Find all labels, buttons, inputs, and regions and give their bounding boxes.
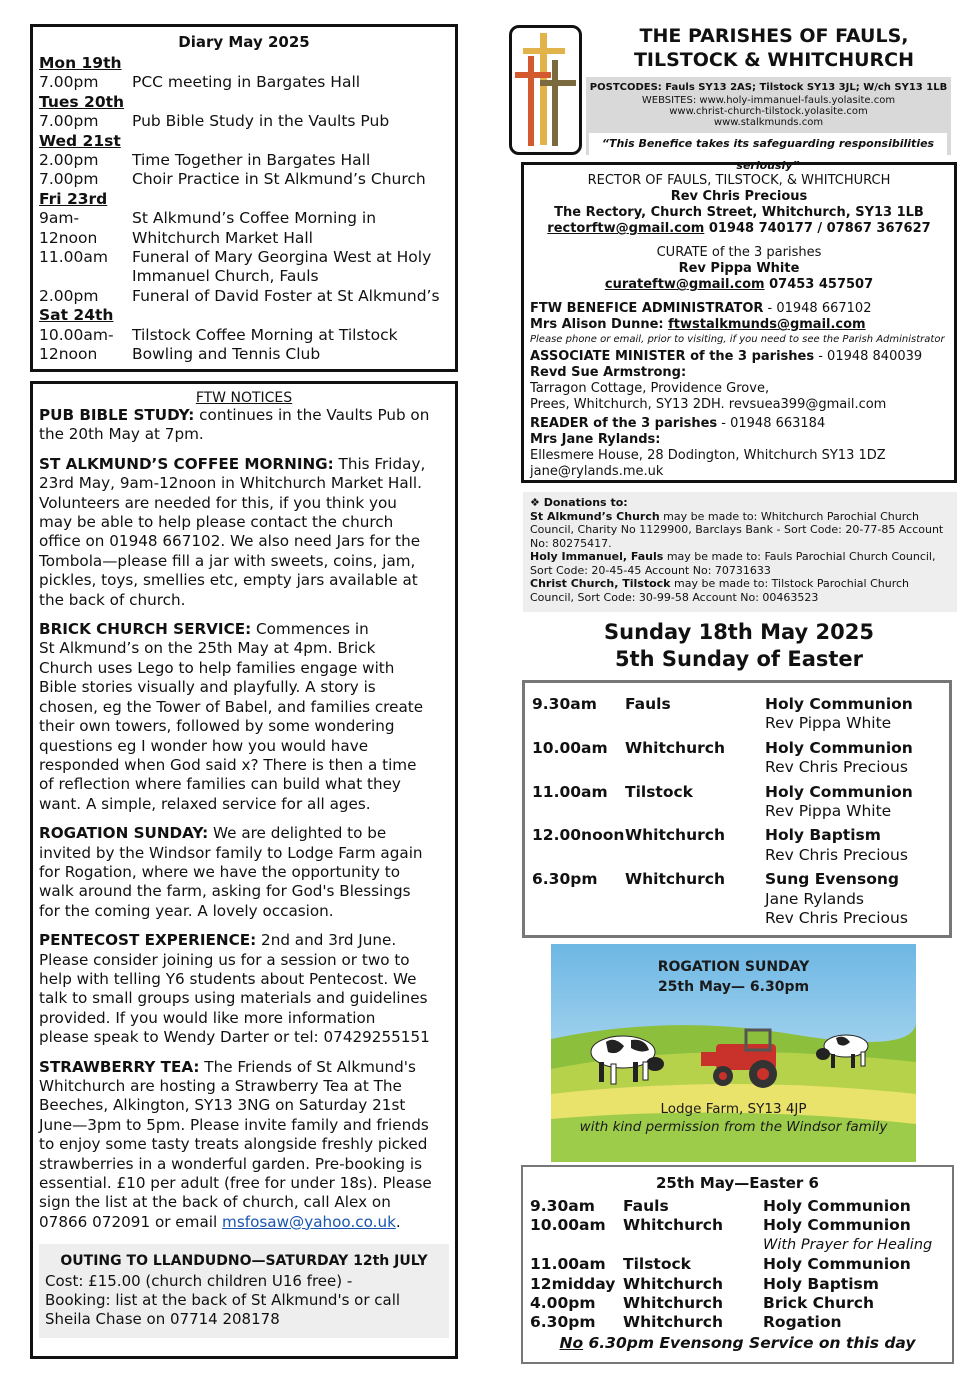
service-detail <box>765 870 942 928</box>
service-time: 4.00pm <box>530 1294 596 1313</box>
diary-box <box>30 24 458 372</box>
admin-note: Please phone or email, prior to visiting, if you need to see the Parish Administrator <box>530 334 945 345</box>
donation-church: Christ Church, Tilstock <box>530 577 671 590</box>
service-detail <box>765 826 942 865</box>
notice-line <box>39 882 449 901</box>
notice-text: 07866 072091 or email <box>39 1212 223 1231</box>
event-time: 12noon <box>39 345 98 364</box>
evensong-note-no: No <box>559 1333 584 1352</box>
notices-title: FTW NOTICES <box>195 390 293 406</box>
may25-row <box>530 1313 945 1332</box>
donation-church: St Alkmund’s Church <box>530 509 660 523</box>
service-place: Fauls <box>623 1197 669 1215</box>
clergy-contacts <box>521 162 957 483</box>
event-desc: Immanuel Church, Fauls <box>132 267 319 286</box>
notice-text: help with telling Y6 students about Pentecost. We <box>39 969 417 988</box>
notice-heading: PENTECOST EXPERIENCE: <box>39 931 257 950</box>
notice-text: We are delighted to be <box>208 824 387 843</box>
service-detail <box>765 783 942 822</box>
may25-row <box>530 1275 945 1294</box>
notice-item <box>39 406 449 445</box>
notice-text: to enjoy some tasty treats alongside freshly picked <box>39 1135 428 1154</box>
notice-line <box>39 902 449 921</box>
notice-text: of reflection where families can build what they <box>39 775 401 794</box>
notice-line <box>39 1009 449 1028</box>
notice-line <box>39 795 449 814</box>
rogation-permission: with kind permission from the Windsor family <box>579 1119 888 1135</box>
notice-text: pickles, toys, smellies etc, empty jars available at <box>39 571 418 590</box>
rogation-date: 25th May— 6.30pm <box>657 979 810 995</box>
may25-services <box>521 1165 954 1364</box>
service-name: Holy Communion <box>765 738 913 757</box>
notice-line <box>39 659 449 678</box>
outing-line: Cost: £15.00 (church children U16 free) - <box>45 1271 353 1290</box>
notice-text: June—3pm to 5pm. Please invite family and friends <box>39 1115 429 1134</box>
notice-line <box>39 1193 449 1212</box>
rogation-title: ROGATION SUNDAY <box>657 959 810 975</box>
notice-text: This Friday, <box>333 454 426 473</box>
service-place: Tilstock <box>625 782 693 801</box>
rector-name: Rev Chris Precious <box>670 189 808 204</box>
diary-event <box>39 209 449 228</box>
notice-heading: STRAWBERRY TEA: <box>39 1057 200 1076</box>
crosses-icon <box>512 28 579 152</box>
service-place: Whitchurch <box>623 1274 723 1293</box>
notice-line <box>39 591 449 610</box>
diary-event <box>39 345 449 364</box>
title-line-1: THE PARISHES OF FAULS, <box>639 25 909 47</box>
service-place: Whitchurch <box>625 870 725 889</box>
service-name: Rogation <box>763 1313 842 1332</box>
event-desc: Funeral of David Foster at St Alkmund’s <box>132 286 440 305</box>
notice-line <box>39 571 449 590</box>
diary-title: Diary May 2025 <box>178 33 310 51</box>
event-time: 7.00pm <box>39 170 99 189</box>
curate-title: CURATE of the 3 parishes <box>656 245 822 260</box>
notice-text: St Alkmund’s on the 25th May at 4pm. Brick <box>39 639 376 658</box>
notice-line <box>39 513 449 532</box>
websites <box>586 95 951 128</box>
admin-phone: - 01948 667102 <box>763 301 872 316</box>
notice-text: office on 01948 667102. We also need Jars for the <box>39 532 421 551</box>
notice-text: 2nd and 3rd June. <box>256 931 397 950</box>
assoc-title: ASSOCIATE MINISTER of the 3 parishes <box>530 349 815 364</box>
notice-line <box>39 1174 449 1193</box>
website-1[interactable]: WEBSITES: www.holy-immanuel-fauls.yolasite.com <box>641 95 896 106</box>
service-place: Whitchurch <box>625 738 725 757</box>
notice-line <box>39 1155 449 1174</box>
notice-text: Volunteers are needed for this, if you think you <box>39 493 397 512</box>
notice-line <box>39 737 449 756</box>
notice-line <box>39 678 449 697</box>
notice-line <box>39 1028 449 1047</box>
diary-day: Tues 20th <box>39 92 125 111</box>
service-name: Sung Evensong <box>765 870 899 889</box>
service-minister: Rev Pippa White <box>765 802 892 821</box>
notice-text: walk around the farm, asking for God's Blessings <box>39 882 411 901</box>
service-minister: Rev Chris Precious <box>765 845 908 864</box>
service-time: 9.30am <box>532 695 597 713</box>
service-name: Holy Communion <box>765 695 913 713</box>
service-minister: Jane Rylands <box>765 889 864 908</box>
curate-name: Rev Pippa White <box>678 261 800 276</box>
notice-text: the 20th May at 7pm. <box>39 425 204 444</box>
assoc-name: Revd Sue Armstrong: <box>530 365 687 380</box>
notice-line <box>39 455 449 474</box>
notice-list <box>39 406 449 1232</box>
diary-event <box>39 267 449 286</box>
assoc-address-1: Tarragon Cottage, Providence Grove, <box>530 381 770 396</box>
donation-text: may be made to: Fauls Parochial Church Council, Sort Code: 20-45-45 Account No: 70731633 <box>530 550 936 577</box>
notice-text: for Rogation, where we have the opportunity to <box>39 862 401 881</box>
service-time: 6.30pm <box>530 1313 596 1332</box>
service-name: Brick Church <box>763 1294 874 1313</box>
notice-text: strawberries in a wonderful garden. Pre-booking is <box>39 1154 423 1173</box>
sunday-services <box>522 680 952 938</box>
email-link[interactable]: msfosaw@yahoo.co.uk <box>222 1212 396 1231</box>
diary-event <box>39 287 449 306</box>
curate-email[interactable]: curateftw@gmail.com <box>604 277 765 292</box>
sunday-date: Sunday 18th May 2025 <box>604 620 874 644</box>
event-desc: Bowling and Tennis Club <box>132 345 321 364</box>
service-row <box>532 783 942 822</box>
notice-text: responded when God said x? There is then a time <box>39 755 417 774</box>
notice-text: . <box>395 1212 401 1231</box>
event-time: 7.00pm <box>39 112 99 131</box>
service-name: Holy Baptism <box>765 826 881 845</box>
notice-line <box>39 620 449 639</box>
assoc-phone: - 01948 840039 <box>814 349 923 364</box>
donations-panel <box>523 492 957 612</box>
notice-line <box>39 824 449 843</box>
notice-text: Whitchurch are hosting a Strawberry Tea at The <box>39 1077 402 1095</box>
service-place: Whitchurch <box>623 1313 723 1332</box>
reader-title: READER of the 3 parishes <box>530 416 718 431</box>
service-name: Holy Communion <box>763 1197 911 1215</box>
diary-day: Sat 24th <box>39 306 114 325</box>
website-3[interactable]: www.stalkmunds.com <box>713 117 824 128</box>
evensong-note <box>530 1333 945 1353</box>
service-time: 10.00am <box>532 738 608 757</box>
notice-text: Church uses Lego to help families engage with <box>39 658 395 677</box>
notice-item <box>39 620 449 814</box>
notice-heading: BRICK CHURCH SERVICE: <box>39 620 252 639</box>
donation-text: may be made to: Whitchurch Parochial Church Council, Charity No 1129900, Barclays Bank - Sort Code: 20-77-85 Account No: 80275417. <box>530 509 944 550</box>
donation-church: Holy Immanuel, Fauls <box>530 550 664 563</box>
sunday-name: 5th Sunday of Easter <box>614 647 864 671</box>
notice-line <box>39 775 449 794</box>
service-time: 10.00am <box>530 1216 606 1235</box>
website-2[interactable]: www.christ-church-tilstock.yolasite.com <box>669 106 868 117</box>
service-name: Holy Communion <box>763 1255 911 1274</box>
notice-line <box>39 1135 449 1154</box>
event-time: 10.00am- <box>39 325 114 344</box>
event-desc: Time Together in Bargates Hall <box>132 151 371 170</box>
notice-item <box>39 1058 449 1233</box>
diary-day: Mon 19th <box>39 54 122 72</box>
donation-item <box>530 577 950 604</box>
admin-title: FTW BENEFICE ADMINISTRATOR <box>530 301 764 316</box>
notice-text: talk to small groups using materials and guidelines <box>39 989 428 1008</box>
may25-title: 25th May—Easter 6 <box>655 1174 819 1192</box>
service-name: Holy Baptism <box>763 1274 879 1293</box>
diary-event <box>39 151 449 170</box>
notice-line <box>39 989 449 1008</box>
service-detail <box>765 695 942 734</box>
notice-text: essential. £10 per adult (free for under 18s). Please <box>39 1174 432 1193</box>
service-row <box>532 826 942 865</box>
service-row <box>532 739 942 778</box>
notice-item <box>39 824 449 921</box>
reader-name: Mrs Jane Rylands: <box>530 432 661 447</box>
service-time: 6.30pm <box>532 870 598 889</box>
service-time: 11.00am <box>532 782 608 801</box>
diary-event <box>39 326 449 345</box>
admin-name: Mrs Alison Dunne: <box>530 317 669 332</box>
service-row <box>532 870 942 928</box>
event-desc: Funeral of Mary Georgina West at Holy <box>132 248 432 267</box>
reader-address: Ellesmere House, 28 Dodington, Whitchurch SY13 1DZ <box>530 448 886 463</box>
diary-event <box>39 112 449 131</box>
curate-phone: 07453 457507 <box>764 277 874 292</box>
rector-email[interactable]: rectorftw@gmail.com <box>547 221 705 236</box>
service-place: Fauls <box>625 695 671 713</box>
notice-text: chosen, eg the Tower of Babel, and families create <box>39 697 424 716</box>
notice-text: invited by the Windsor family to Lodge Farm again <box>39 843 423 862</box>
event-desc: PCC meeting in Bargates Hall <box>132 73 361 92</box>
notice-text: questions eg I wonder how you would have <box>39 736 369 755</box>
notice-text: Bible stories visually and playfully. A story is <box>39 678 376 697</box>
notice-line <box>39 1213 449 1232</box>
notice-line <box>39 552 449 571</box>
rogation-heading <box>551 957 916 997</box>
title-line-2: TILSTOCK & WHITCHURCH <box>633 49 915 71</box>
healing-note: With Prayer for Healing <box>763 1236 933 1253</box>
service-place: Whitchurch <box>625 826 725 845</box>
service-place: Tilstock <box>623 1255 691 1274</box>
service-minister: Rev Pippa White <box>765 714 892 733</box>
notice-line <box>39 970 449 989</box>
service-place: Whitchurch <box>623 1294 723 1313</box>
notice-heading: ST ALKMUND’S COFFEE MORNING: <box>39 454 334 473</box>
page-title <box>590 24 958 72</box>
service-time: 11.00am <box>530 1255 606 1274</box>
event-desc: Whitchurch Market Hall <box>132 228 313 247</box>
notice-heading: PUB BIBLE STUDY: <box>39 406 195 424</box>
notice-line <box>39 698 449 717</box>
admin-email[interactable]: ftwstalkmunds@gmail.com <box>668 317 866 332</box>
may25-row <box>530 1216 945 1235</box>
notice-line <box>39 931 449 950</box>
notice-line <box>39 1096 449 1115</box>
notice-line <box>39 532 449 551</box>
notice-item <box>39 931 449 1047</box>
notice-text: please speak to Wendy Darter or tel: 07429255151 <box>39 1028 430 1047</box>
notice-line <box>39 1077 449 1096</box>
outing-title: OUTING TO LLANDUDNO—SATURDAY 12th JULY <box>60 1253 428 1270</box>
service-minister: Rev Chris Precious <box>765 758 908 777</box>
event-desc: St Alkmund’s Coffee Morning in <box>132 209 377 228</box>
donations-title: Donations to: <box>543 496 628 509</box>
may25-row <box>530 1255 945 1274</box>
reader-phone: - 01948 663184 <box>717 416 826 431</box>
notice-text: for the coming year. A lovely occasion. <box>39 901 334 920</box>
diary-event <box>39 170 449 189</box>
notice-heading: ROGATION SUNDAY: <box>39 824 209 843</box>
service-minister: Rev Chris Precious <box>765 909 908 928</box>
event-time: 2.00pm <box>39 286 99 305</box>
diary-day: Wed 21st <box>39 131 121 150</box>
notices-box <box>30 381 458 1359</box>
notice-text: sign the list at the back of church, call Alex on <box>39 1193 391 1212</box>
service-row <box>532 695 942 734</box>
notice-line <box>39 951 449 970</box>
rector-phone: 01948 740177 / 07867 367627 <box>704 221 931 236</box>
notice-line <box>39 844 449 863</box>
notice-line <box>39 756 449 775</box>
notice-text: their own towers, followed by some wondering <box>39 717 395 736</box>
notice-line <box>39 717 449 736</box>
notice-line <box>39 639 449 658</box>
event-time: 9am- <box>39 209 80 228</box>
service-time: 9.30am <box>530 1197 595 1215</box>
service-place: Whitchurch <box>623 1216 723 1235</box>
notice-text: provided. If you would like more information <box>39 1008 376 1027</box>
service-name: Holy Communion <box>763 1216 911 1235</box>
service-detail <box>765 739 942 778</box>
event-time: 11.00am <box>39 248 108 267</box>
safeguarding-statement: “This Benefice takes its safeguarding responsibilities seriously” <box>589 133 947 155</box>
assoc-address-2: Prees, Whitchurch, SY13 2DH. revsuea399@gmail.com <box>530 397 887 412</box>
event-time: 2.00pm <box>39 151 99 170</box>
notice-text: may be able to help please contact the church <box>39 513 394 532</box>
event-desc: Choir Practice in St Alkmund’s Church <box>132 170 426 189</box>
notice-text: Please consider joining us for a session or two to <box>39 950 410 969</box>
donation-item <box>530 510 950 551</box>
may25-row <box>530 1197 945 1216</box>
event-time <box>39 267 132 286</box>
rector-title: RECTOR OF FAULS, TILSTOCK, & WHITCHURCH <box>587 173 891 188</box>
notice-text: Tombola—please fill a jar with sweets, coins, jam, <box>39 551 416 570</box>
sunday-heading <box>522 619 956 673</box>
event-desc: Pub Bible Study in the Vaults Pub <box>132 112 390 131</box>
notice-text: The Friends of St Alkmund's <box>199 1057 416 1076</box>
outing-panel <box>39 1244 449 1338</box>
evensong-note-rest: 6.30pm Evensong Service on this day <box>583 1333 916 1352</box>
diary-list <box>39 54 449 365</box>
notice-line <box>39 1058 449 1077</box>
diary-event <box>39 73 449 92</box>
event-time: 7.00pm <box>39 73 99 92</box>
donation-item <box>530 550 950 577</box>
notice-text: Beeches, Alkington, SY13 3NG on Saturday 21st <box>39 1096 406 1115</box>
donation-text: may be made to: Tilstock Parochial Church Council, Sort Code: 30-99-58 Account No: 00463523 <box>530 577 910 604</box>
notice-text: Commences in <box>251 620 369 639</box>
event-time: 12noon <box>39 228 98 247</box>
notice-item <box>39 455 449 610</box>
notice-line <box>39 425 449 444</box>
service-time: 12.00noon <box>532 826 625 845</box>
notice-line <box>39 474 449 493</box>
diary-event <box>39 229 449 248</box>
notice-line <box>39 1116 449 1135</box>
outing-line: Sheila Chase on 07714 208178 <box>45 1310 280 1329</box>
notice-text: the back of church. <box>39 590 186 609</box>
rogation-caption <box>551 1100 916 1136</box>
postcodes: POSTCODES: Fauls SY13 2AS; Tilstock SY13 3JL; W/ch SY13 1LB <box>589 82 948 93</box>
service-time: 12midday <box>530 1274 616 1293</box>
notice-line <box>39 494 449 513</box>
diary-day: Fri 23rd <box>39 189 108 208</box>
notice-text: want. A simple, relaxed service for all ages. <box>39 794 371 813</box>
notice-line <box>39 863 449 882</box>
notice-text: 23rd May, 9am-12noon in Whitchurch Market Hall. <box>39 474 422 493</box>
service-name: Holy Communion <box>765 782 913 801</box>
outing-line: Booking: list at the back of St Alkmund's or call <box>45 1291 401 1310</box>
diamond-bullet-icon: ❖ <box>530 496 544 509</box>
notice-text: continues in the Vaults Pub on <box>194 406 430 424</box>
notice-line <box>39 406 449 425</box>
event-desc: Tilstock Coffee Morning at Tilstock <box>132 325 398 344</box>
rector-address: The Rectory, Church Street, Whitchurch, SY13 1LB <box>554 205 924 220</box>
may25-row <box>530 1294 945 1313</box>
reader-email[interactable]: jane@rylands.me.uk <box>530 464 664 479</box>
parish-logo <box>509 25 582 155</box>
diary-event <box>39 248 449 267</box>
rogation-place: Lodge Farm, SY13 4JP <box>660 1101 807 1117</box>
